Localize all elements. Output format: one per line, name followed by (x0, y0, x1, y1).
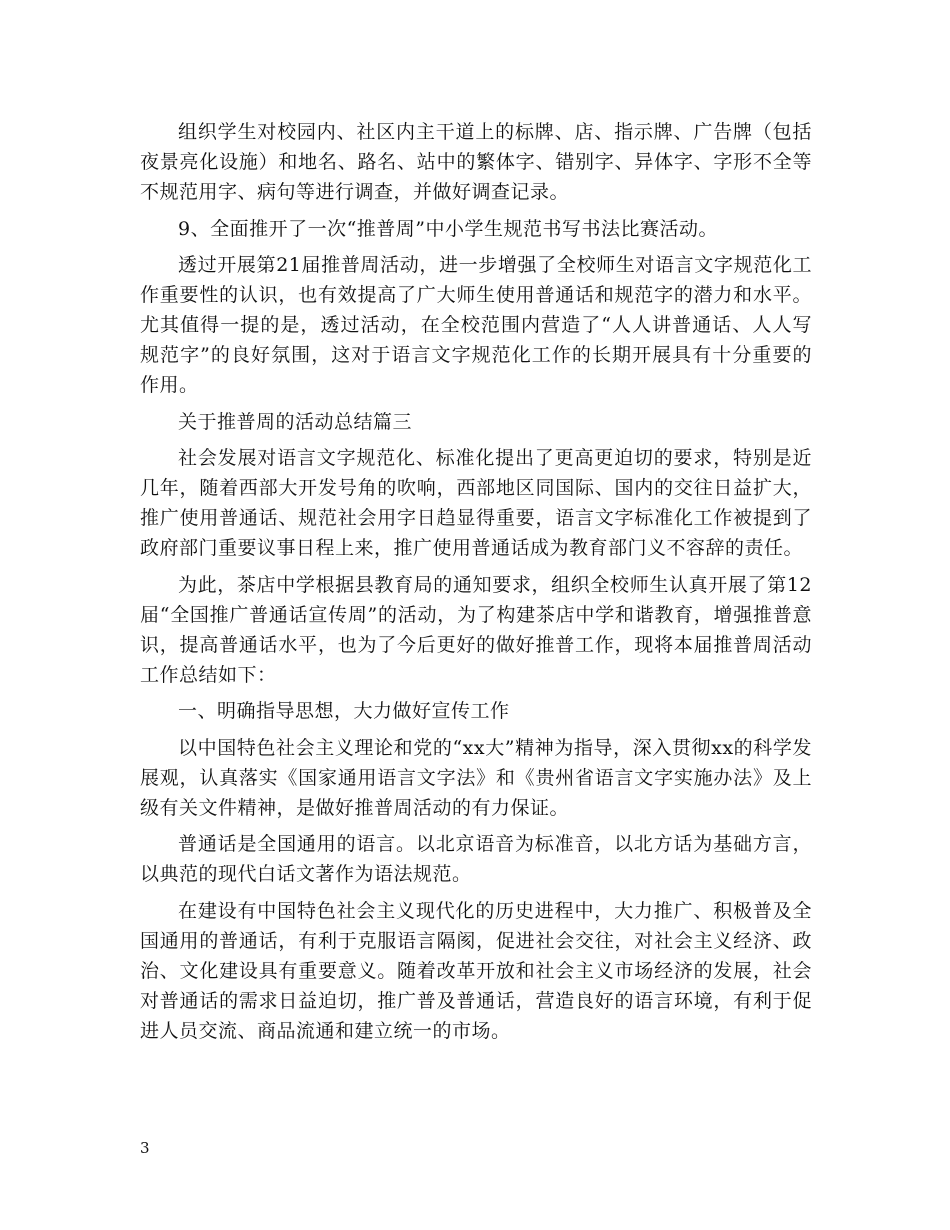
paragraph: 以中国特色社会主义理论和党的“xx大”精神为指导，深入贯彻xx的科学发展观，认真落实《国家通用语言文字法》和《贵州省语言文字实施办法》及上级有关文件精神，是做好推普周活动的有力保证。 (140, 736, 812, 819)
page-number: 3 (140, 1139, 150, 1157)
paragraph: 组织学生对校园内、社区内主干道上的标牌、店、指示牌、广告牌（包括夜景亮化设施）和地名、路名、站中的繁体字、错别字、异体字、字形不全等不规范用字、病句等进行调查，并做好调查记录。 (140, 121, 812, 203)
paragraph: 9、全面推开了一次“推普周”中小学生规范书写书法比赛活动。 (178, 217, 719, 240)
paragraph: 普通话是全国通用的语言。以北京语音为标准音，以北方话为基础方言，以典范的现代白话文著作为语法规范。 (140, 833, 812, 885)
paragraph: 为此，茶店中学根据县教育局的通知要求，组织全校师生认真开展了第12届“全国推广普通话宣传周”的活动，为了构建茶店中学和谐教育，增强推普意识，提高普通话水平，也为了今后更好的做好推普工作，现将本届推普周活动工作总结如下： (140, 573, 812, 686)
paragraph: 透过开展第21届推普周活动，进一步增强了全校师生对语言文字规范化工作重要性的认识，也有效提高了广大师生使用普通话和规范字的潜力和水平。尤其值得一提的是，透过活动，在全校范围内营造了“人人讲普通话、人人写规范字”的良好氛围，这对于语言文字规范化工作的长期开展具有十分重要的作用。 (140, 254, 812, 396)
section-heading: 一、明确指导思想，大力做好宣传工作 (178, 700, 510, 722)
document-body (140, 117, 812, 1052)
section-heading: 关于推普周的活动总结篇三 (178, 410, 413, 433)
paragraph: 社会发展对语言文字规范化、标准化提出了更高更迫切的要求，特别是近几年，随着西部大开发号角的吹响，西部地区同国际、国内的交往日益扩大，推广使用普通话、规范社会用字日趋显得重要，语言文字标准化工作被提到了政府部门重要议事日程上来，推广使用普通话成为教育部门义不容辞的责任。 (140, 447, 812, 559)
paragraph: 在建设有中国特色社会主义现代化的历史进程中，大力推广、积极普及全国通用的普通话，有利于克服语言隔阂，促进社会交往，对社会主义经济、政治、文化建设具有重要意义。随着改革开放和社会主义市场经济的发展，社会对普通话的需求日益迫切，推广普及普通话，营造良好的语言环境，有利于促进人员交流、商品流通和建立统一的市场。 (140, 899, 812, 1042)
